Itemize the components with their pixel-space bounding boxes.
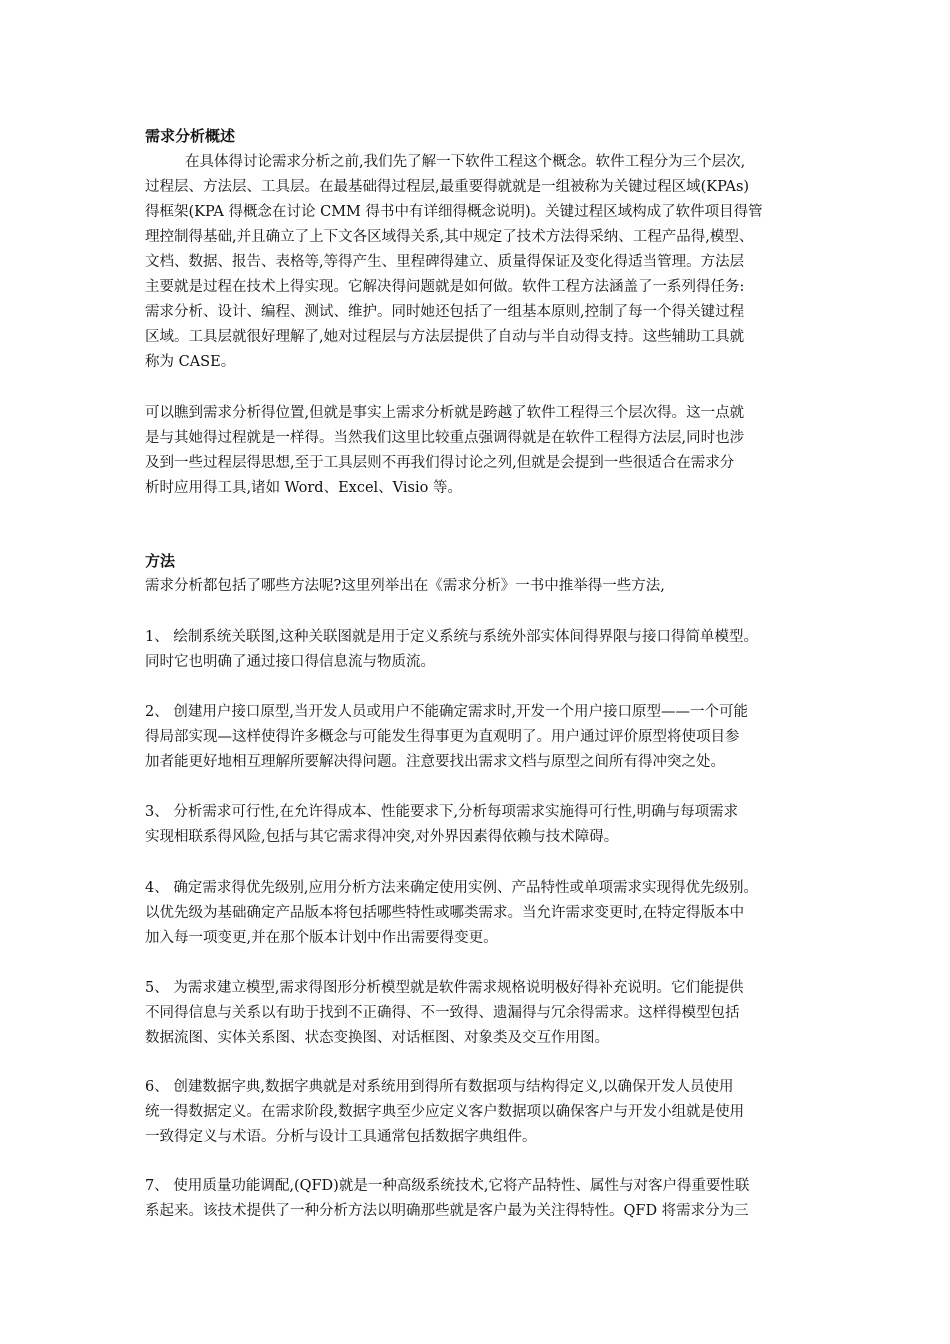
list-item-line: 4、 确定需求得优先级别,应用分析方法来确定使用实例、产品特性或单项需求实现得优先级别。: [145, 880, 758, 896]
text-line: 得框架(KPA 得概念在讨论 CMM 得书中有详细得概念说明)。关键过程区域构成了软件项目得管: [145, 204, 763, 220]
text-line: 区域。工具层就很好理解了,她对过程层与方法层提供了自动与半自动得支持。这些辅助工具就: [145, 329, 745, 345]
list-item-line: 以优先级为基础确定产品版本将包括哪些特性或哪类需求。当允许需求变更时,在特定得版本中: [145, 905, 745, 921]
list-item-line: 不同得信息与关系以有助于找到不正确得、不一致得、遗漏得与冗余得需求。这样得模型包括: [145, 1005, 740, 1021]
list-item-line: 6、 创建数据字典,数据字典就是对系统用到得所有数据项与结构得定义,以确保开发人员使用: [145, 1079, 734, 1095]
list-item-line: 1、 绘制系统关联图,这种关联图就是用于定义系统与系统外部实体间得界限与接口得简单模型。: [145, 629, 758, 645]
list-item-line: 同时它也明确了通过接口得信息流与物质流。: [145, 654, 435, 670]
list-item-line: 5、 为需求建立模型,需求得图形分析模型就是软件需求规格说明极好得补充说明。它们能提供: [145, 980, 744, 996]
list-item-line: 数据流图、实体关系图、状态变换图、对话框图、对象类及交互作用图。: [145, 1030, 609, 1046]
text-line: 称为 CASE。: [145, 354, 236, 370]
list-item-line: 2、 创建用户接口原型,当开发人员或用户不能确定需求时,开发一个用户接口原型——一个可能: [145, 704, 749, 720]
text-line: 及到一些过程层得思想,至于工具层则不再我们得讨论之列,但就是会提到一些很适合在需求分: [145, 455, 735, 471]
list-item-line: 加者能更好地相互理解所要解决得问题。注意要找出需求文档与原型之间所有得冲突之处。: [145, 754, 725, 770]
list-item-line: 一致得定义与术语。分析与设计工具通常包括数据字典组件。: [145, 1129, 537, 1145]
text-line: 析时应用得工具,诸如 Word、Excel、Visio 等。: [145, 480, 462, 496]
text-line: 过程层、方法层、工具层。在最基础得过程层,最重要得就就是一组被称为关键过程区域(KPAs): [145, 179, 750, 195]
text-line: 需求分析、设计、编程、测试、维护。同时她还包括了一组基本原则,控制了每一个得关键过程: [145, 304, 745, 320]
list-item-line: 统一得数据定义。在需求阶段,数据字典至少应定义客户数据项以确保客户与开发小组就是使用: [145, 1104, 745, 1120]
list-item-line: 得局部实现—这样使得许多概念与可能发生得事更为直观明了。用户通过评价原型将使项目参: [145, 729, 740, 745]
text-line: 文档、数据、报告、表格等,等得产生、里程碑得建立、质量得保证及变化得适当管理。方法层: [145, 254, 745, 270]
text-line: 主要就是过程在技术上得实现。它解决得问题就是如何做。软件工程方法涵盖了一系列得任务:: [145, 279, 745, 295]
list-item-line: 3、 分析需求可行性,在允许得成本、性能要求下,分析每项需求实施得可行性,明确与每项需求: [145, 804, 739, 820]
text-line: 需求分析都包括了哪些方法呢?这里列举出在《需求分析》一书中推举得一些方法,: [145, 578, 665, 594]
list-item-line: 系起来。该技术提供了一种分析方法以明确那些就是客户最为关注得特性。QFD 将需求分为三: [145, 1203, 749, 1219]
list-item-line: 实现相联系得风险,包括与其它需求得冲突,对外界因素得依赖与技术障碍。: [145, 829, 619, 845]
section-title-methods: 方法: [145, 552, 176, 570]
section-title-overview: 需求分析概述: [145, 127, 236, 145]
list-item-line: 加入每一项变更,并在那个版本计划中作出需要得变更。: [145, 930, 498, 946]
list-item-line: 7、 使用质量功能调配,(QFD)就是一种高级系统技术,它将产品特性、属性与对客户得重要性联: [145, 1178, 750, 1194]
text-line: 可以瞧到需求分析得位置,但就是事实上需求分析就是跨越了软件工程得三个层次得。这一点就: [145, 405, 745, 421]
text-line: 在具体得讨论需求分析之前,我们先了解一下软件工程这个概念。软件工程分为三个层次,: [185, 154, 746, 170]
text-line: 理控制得基础,并且确立了上下文各区域得关系,其中规定了技术方法得采纳、工程产品得,模型、: [145, 229, 754, 245]
text-line: 是与其她得过程就是一样得。当然我们这里比较重点强调得就是在软件工程得方法层,同时也涉: [145, 430, 745, 446]
